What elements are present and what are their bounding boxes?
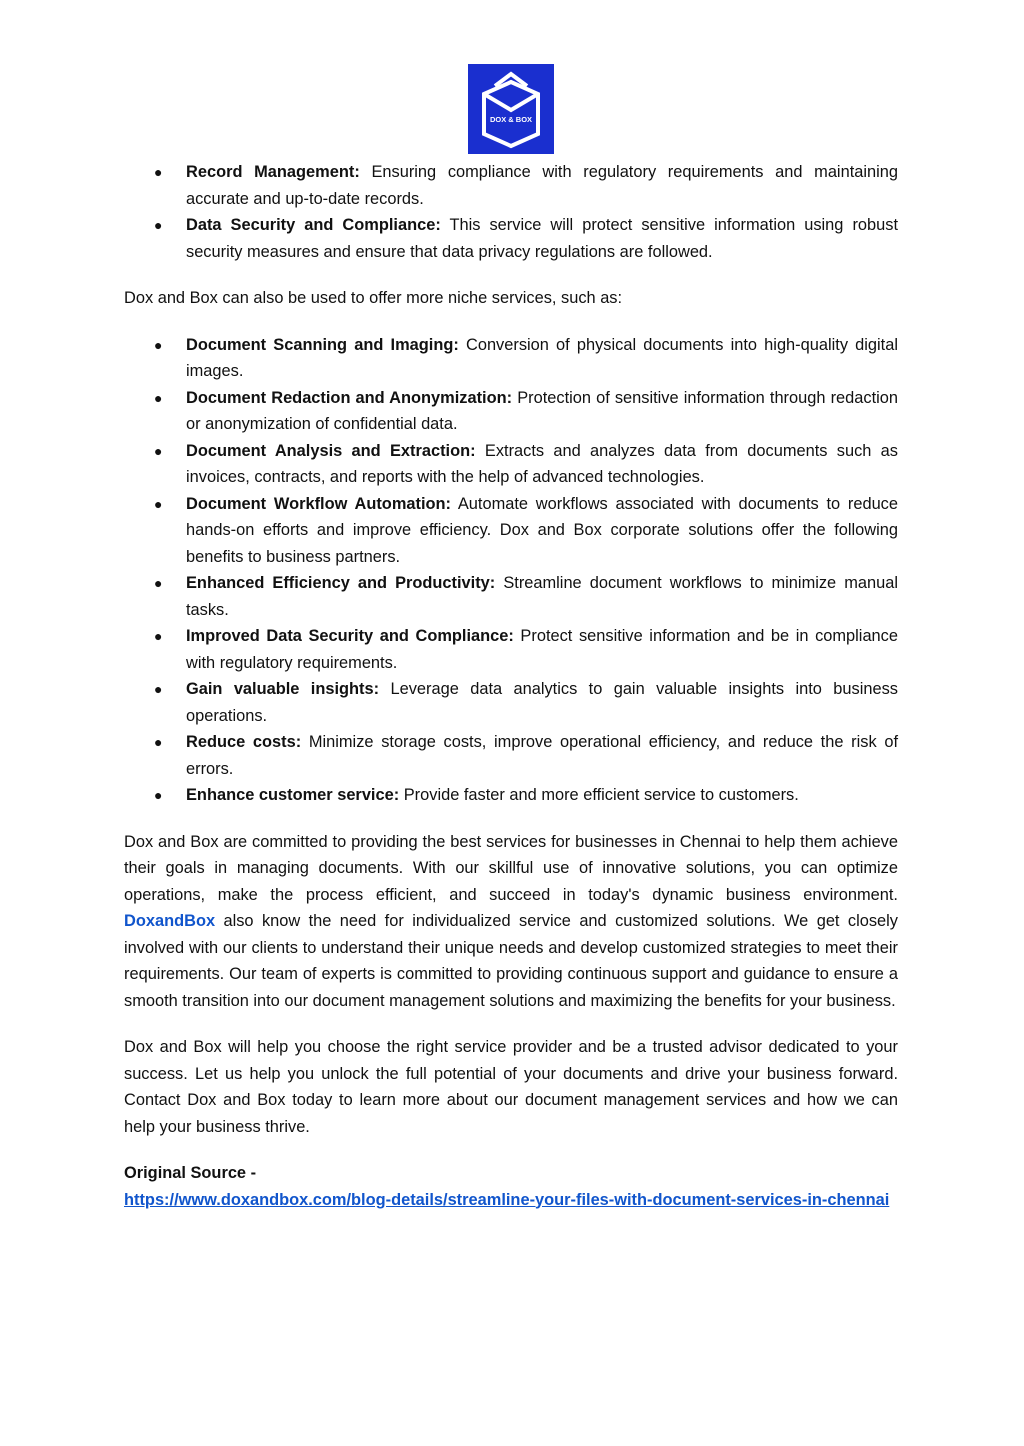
dox-and-box-logo-icon xyxy=(468,64,554,154)
paragraph-text: Dox and Box are committed to providing the best services for businesses in Chennai to help them achieve their goals in managing documents. With our skillful use of innovative solutions, you can optimize operations, make the process efficient, and succeed in today's dynamic business environment. xyxy=(124,832,898,904)
list-item xyxy=(124,782,898,809)
document-body xyxy=(124,159,898,1213)
list-item-text: Provide faster and more efficient service to customers. xyxy=(399,786,799,804)
list-item-text: Minimize storage costs, improve operational efficiency, and reduce the risk of errors. xyxy=(186,733,898,778)
list-item xyxy=(124,491,898,571)
bullet-icon: ● xyxy=(154,217,163,233)
list-item xyxy=(124,623,898,676)
bullet-icon: ● xyxy=(154,787,163,803)
logo xyxy=(468,64,554,154)
list-item-title: Document Redaction and Anonymization: xyxy=(186,388,513,407)
list-item xyxy=(124,159,898,212)
list-item xyxy=(124,212,898,265)
list-item xyxy=(124,676,898,729)
list-item-text: This service will protect sensitive information using robust security measures and ensure that data privacy regulations are followed. xyxy=(186,216,898,261)
niche-services-list xyxy=(124,332,898,809)
closing-paragraph: Dox and Box will help you choose the right service provider and be a trusted advisor dedicated to your success. Let us help you unlock the full potential of your documents and drive your business forward. Contact Dox and Box today to learn more about our document management services and how we can help your business thrive. xyxy=(124,1038,898,1136)
list-item-title: Record Management: xyxy=(186,163,360,181)
bullet-icon: ● xyxy=(154,164,163,180)
list-item-title: Enhance customer service: xyxy=(186,786,400,804)
commitment-paragraph xyxy=(124,829,898,1015)
original-source xyxy=(124,1160,898,1213)
list-item-text: Extracts and analyzes data from documents such as invoices, contracts, and reports with the help of advanced technologies. xyxy=(186,441,898,486)
bullet-icon: ● xyxy=(154,734,163,750)
list-item-text: Conversion of physical documents into high-quality digital images. xyxy=(186,335,898,380)
list-item-title: Improved Data Security and Compliance: xyxy=(186,627,514,645)
list-item-text: Streamline document workflows to minimize manual tasks. xyxy=(186,574,898,619)
list-item xyxy=(124,438,898,491)
source-link[interactable]: https://www.doxandbox.com/blog-details/streamline-your-files-with-document-services-in-chennai xyxy=(124,1190,890,1209)
list-item xyxy=(124,385,898,438)
niche-intro: Dox and Box can also be used to offer more niche services, such as: xyxy=(124,289,623,307)
source-label: Original Source - xyxy=(124,1164,257,1182)
bullet-icon: ● xyxy=(154,628,163,644)
list-item-title: Data Security and Compliance: xyxy=(186,216,441,234)
list-item-text: Leverage data analytics to gain valuable insights into business operations. xyxy=(186,680,898,725)
list-item-text: Protection of sensitive information through redaction or anonymization of confidential data. xyxy=(186,388,898,433)
bullet-icon: ● xyxy=(154,681,163,697)
list-item-title: Gain valuable insights: xyxy=(186,680,380,698)
list-item xyxy=(124,570,898,623)
list-item-title: Enhanced Efficiency and Productivity: xyxy=(186,574,496,592)
bullet-icon: ● xyxy=(154,389,163,406)
bullet-icon: ● xyxy=(154,575,163,591)
list-item-title: Document Workflow Automation: xyxy=(186,494,452,513)
list-item-title: Document Scanning and Imaging: xyxy=(186,335,459,354)
doxandbox-link[interactable]: DoxandBox xyxy=(124,912,216,930)
bullet-icon: ● xyxy=(154,495,163,512)
list-item xyxy=(124,729,898,782)
list-item-text: Protect sensitive information and be in compliance with regulatory requirements. xyxy=(186,627,898,672)
logo-text: DOX & BOX xyxy=(489,115,533,124)
list-item-text: Automate workflows associated with documents to reduce hands-on efforts and improve efficiency. Dox and Box corporate solutions offer the following benefits to business partners. xyxy=(186,494,898,566)
bullet-icon: ● xyxy=(154,336,163,353)
list-item-text: Ensuring compliance with regulatory requirements and maintaining accurate and up-to-date records. xyxy=(186,163,898,208)
list-item-title: Document Analysis and Extraction: xyxy=(186,441,476,460)
services-list xyxy=(124,159,898,265)
list-item-title: Reduce costs: xyxy=(186,733,302,751)
bullet-icon: ● xyxy=(154,442,163,459)
paragraph-text: also know the need for individualized service and customized solutions. We get closely involved with our clients to understand their unique needs and develop customized strategies to meet their requirements. Our team of experts is committed to providing continuous support and guidance to ensure a smooth transition into our document management solutions and maximizing the benefits for your business. xyxy=(124,912,898,1010)
list-item xyxy=(124,332,898,385)
